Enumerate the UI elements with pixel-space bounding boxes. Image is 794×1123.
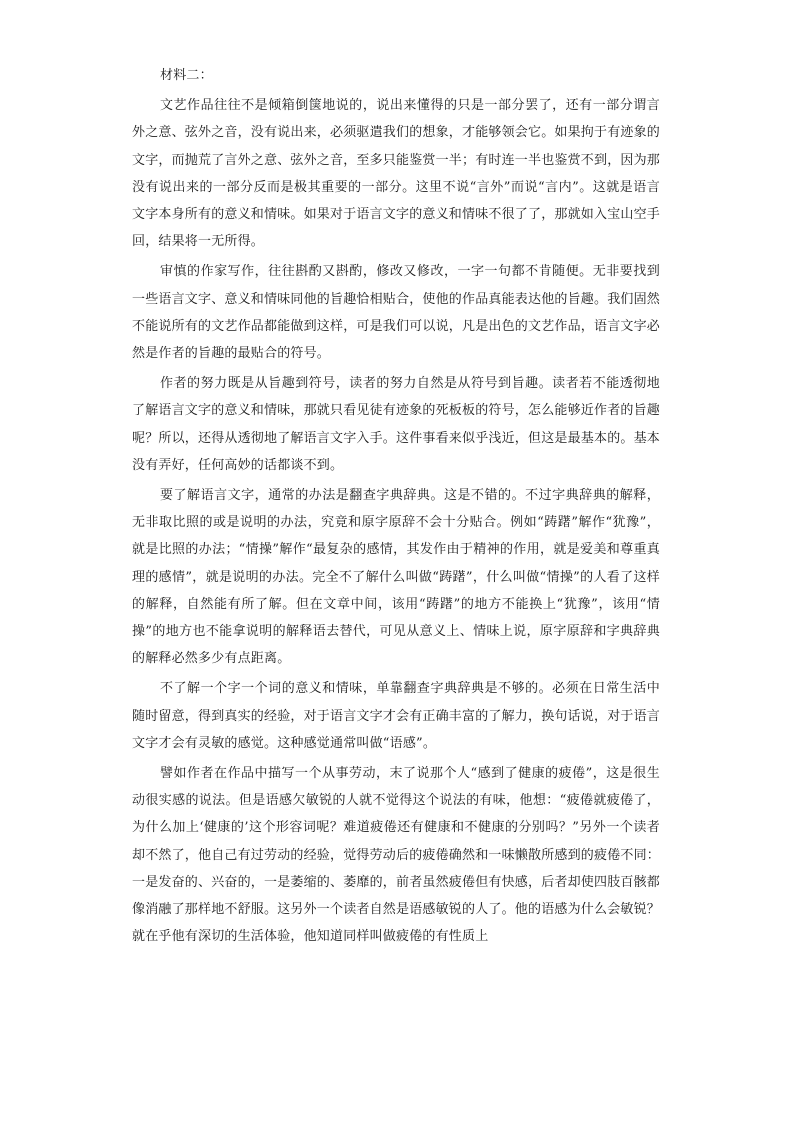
paragraph-4: 要了解语言文字，通常的办法是翻查字典辞典。这是不错的。不过字典辞典的解释，无非取比照的或是说明的办法，究竟和原字原辞不会十分贴合。例如“踌躇”解作“犹豫”，就是比照的办法；“情操”解作“最复杂的感情，其发作由于精神的作用，就是爱美和尊重真理的感情”，就是说明的办法。完全不了解什么叫做“踌躇”，什么叫做“情操”的人看了这样的解释，自然能有所了解。但在文章中间，该用“踌躇”的地方不能换上“犹豫”，该用“情操”的地方也不能拿说明的解释语去替代，可见从意义上、情味上说，原字原辞和字典辞典的解释必然多少有点距离。 [132, 488, 660, 667]
paragraph-1: 文艺作品往往不是倾箱倒箧地说的，说出来懂得的只是一部分罢了，还有一部分谓言外之意、弦外之音，没有说出来，必须驱遣我们的想象，才能够领会它。如果拘于有迹象的文字，而抛荒了言外之意、弦外之音，至多只能鉴赏一半；有时连一半也鉴赏不到，因为那没有说出来的一部分反而是极其重要的一部分。这里不说“言外”而说“言内”。这就是语言文字本身所有的意义和情味。如果对于语言文字的意义和情味不很了了，那就如入宝山空手回，结果将一无所得。 [132, 98, 661, 250]
document-body [132, 62, 660, 951]
paragraph-3: 作者的努力既是从旨趣到符号，读者的努力自然是从符号到旨趣。读者若不能透彻地了解语言文字的意义和情味，那就只看见徒有迹象的死板板的符号，怎么能够近作者的旨趣呢？所以，还得从透彻地了解语言文字入手。这件事看来似乎浅近，但这是最基本的。基本没有弄好，任何高妙的话都谈不到。 [132, 376, 661, 473]
section-heading: 材料二： [160, 68, 213, 83]
paragraph-6: 譬如作者在作品中描写一个从事劳动，末了说那个人“感到了健康的疲倦”，这是很生动很实感的说法。但是语感欠敏锐的人就不觉得这个说法的有味，他想：“疲倦就疲倦了，为什么加上‘健康的’这个形容词呢？难道疲倦还有健康和不健康的分别吗？”另外一个读者却不然了，他自己有过劳动的经验，觉得劳动后的疲倦确然和一味懒散所感到的疲倦不同：一是发奋的、兴奋的，一是萎缩的、萎靡的，前者虽然疲倦但有快感，后者却使四肢百骸都像消融了那样地不舒服。这另外一个读者自然是语感敏锐的人了。他的语感为什么会敏锐？就在乎他有深切的生活体验，他知道同样叫做疲倦的有性质上 [132, 766, 661, 945]
paragraph-2: 审慎的作家写作，往往斟酌又斟酌，修改又修改，一字一句都不肯随便。无非要找到一些语言文字、意义和情味同他的旨趣恰相贴合，使他的作品真能表达他的旨趣。我们固然不能说所有的文艺作品都能做到这样，可是我们可以说，凡是出色的文艺作品，语言文字必然是作者的旨趣的最贴合的符号。 [132, 264, 661, 362]
paragraph-5: 不了解一个字一个词的意义和情味，单靠翻查字典辞典是不够的。必须在日常生活中随时留意，得到真实的经验，对于语言文字才会有正确丰富的了解力，换句话说，对于语言文字才会有灵敏的感觉。这种感觉通常叫做“语感”。 [132, 681, 661, 751]
